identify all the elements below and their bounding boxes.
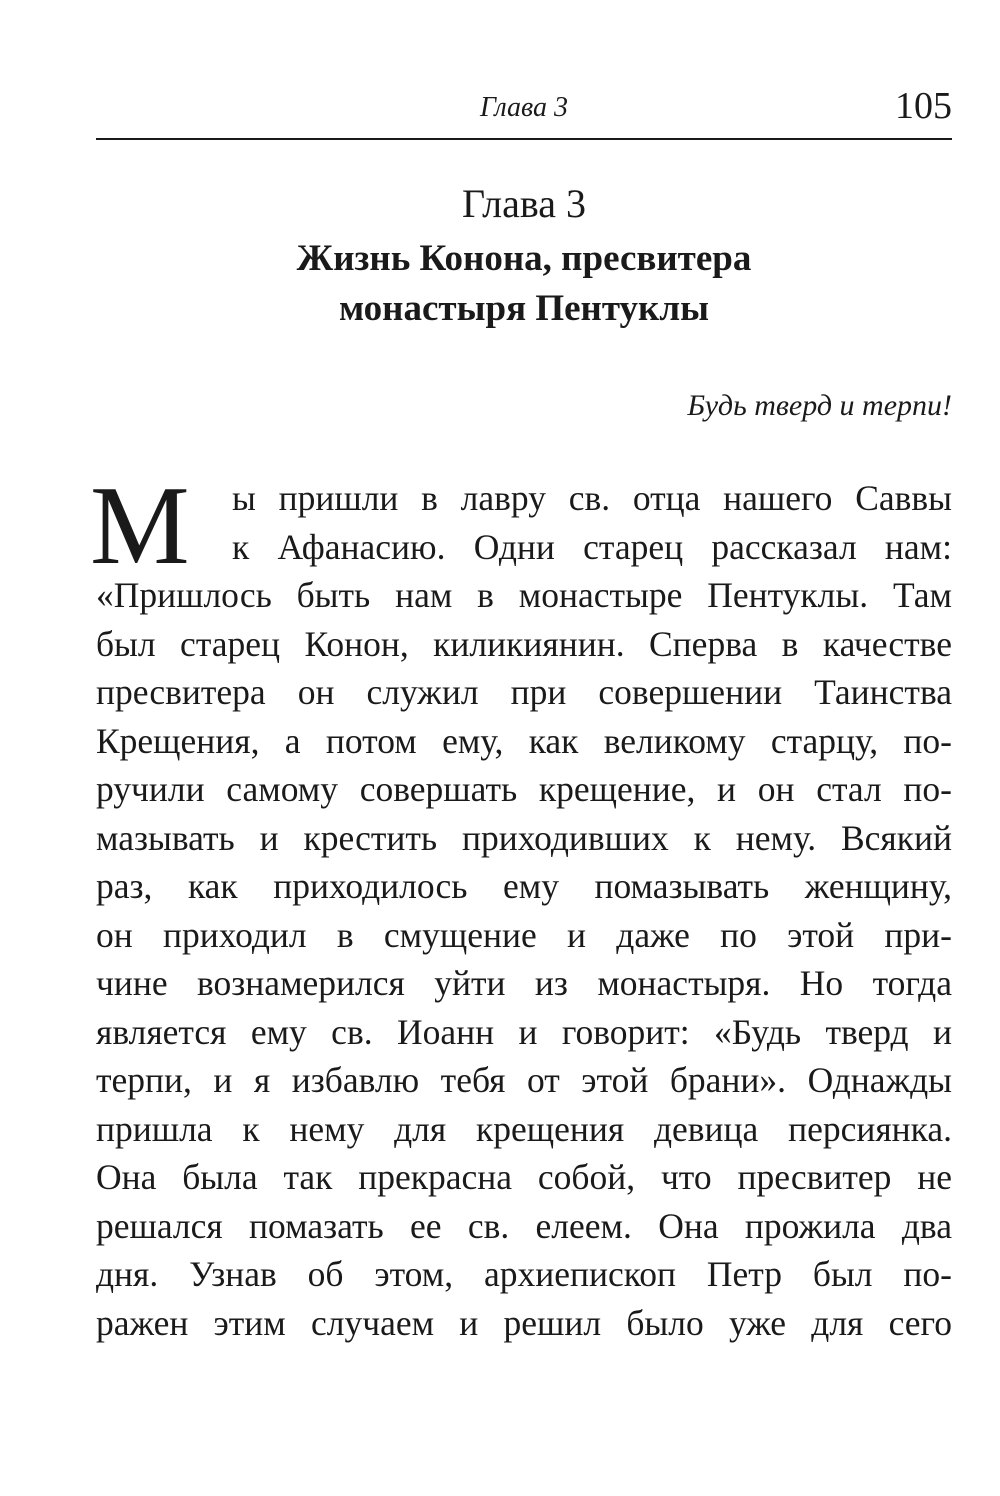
text-line: мазывать и крестить приходивших к нему. Всякий [96, 817, 952, 858]
page-number: 105 [895, 85, 952, 127]
body-text-block [90, 464, 952, 1347]
text-line: к Афанасию. Одни старец рассказал нам: [232, 526, 952, 567]
text-line: дня. Узнав об этом, архиепископ Петр был по- [96, 1254, 952, 1294]
text-line: пресвитера он служил при совершении Таинства [96, 672, 952, 712]
running-title: Глава 3 [480, 92, 568, 123]
text-line: он приходил в смущение и даже по этой при- [96, 914, 952, 955]
text-line: Крещения, а потом ему, как великому старцу, по- [96, 720, 952, 761]
chapter-title-line-1: Жизнь Конона, пресвитера [296, 238, 752, 279]
chapter-title-line-2: монастыря Пентуклы [338, 288, 710, 329]
body-text [96, 474, 952, 1347]
text-line: ражен этим случаем и решил было уже для сего [96, 1302, 952, 1343]
epigraph: Будь тверд и терпи! [687, 389, 952, 422]
text-line: является ему св. Иоанн и говорит: «Будь тверд и [96, 1011, 952, 1052]
text-line: решался помазать ее св. елеем. Она прожила два [96, 1205, 952, 1246]
text-line: Она была так прекрасна собой, что пресвитер не [96, 1157, 952, 1197]
text-line: раз, как приходилось ему помазывать женщину, [96, 866, 952, 906]
text-line: пришла к нему для крещения девица персиянка. [96, 1108, 952, 1149]
text-line: терпи, и я избавлю тебя от этой брани». Однажды [96, 1060, 952, 1100]
text-line: ручили самому совершать крещение, и он стал по- [96, 769, 952, 809]
text-line: был старец Конон, киликиянин. Сперва в качестве [96, 623, 952, 664]
book-page [90, 78, 952, 1347]
chapter-title [96, 234, 952, 334]
running-header [96, 78, 952, 140]
text-line: ы пришли в лавру св. отца нашего Саввы [232, 478, 952, 518]
drop-cap: М [90, 464, 190, 588]
text-line: чине вознамерился уйти из монастыря. Но тогда [96, 963, 952, 1003]
chapter-label: Глава 3 [462, 181, 586, 226]
text-line: «Пришлось быть нам в монастыре Пентуклы. Там [96, 575, 952, 615]
